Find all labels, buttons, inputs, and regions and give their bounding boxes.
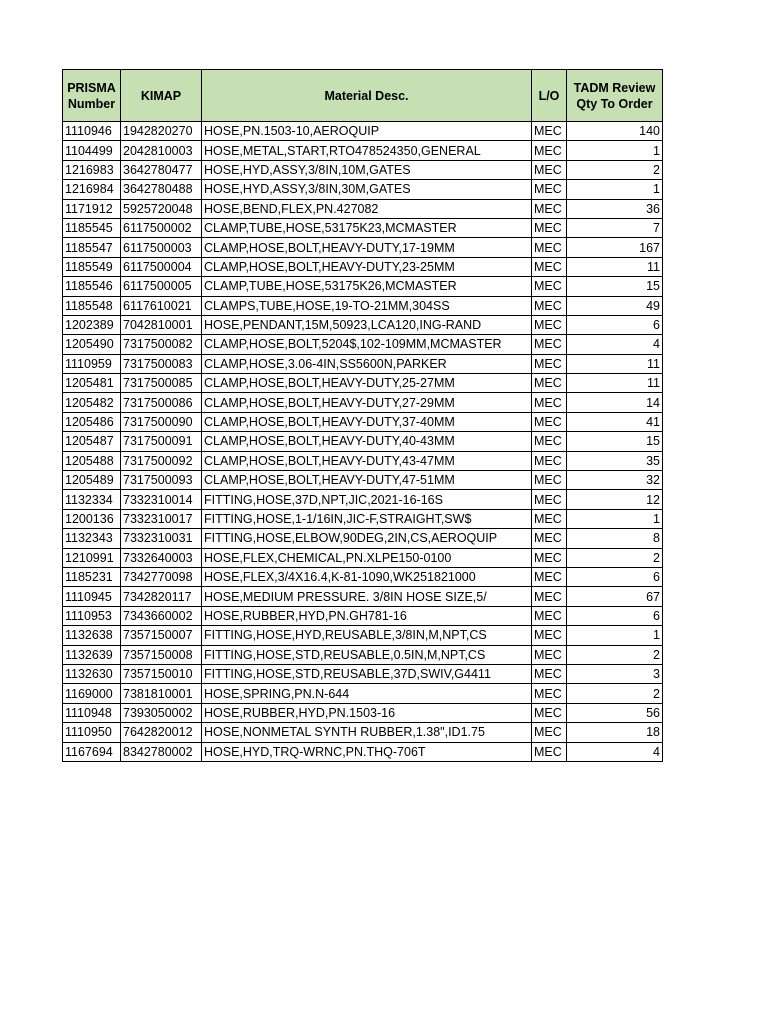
prisma-number-cell[interactable]: 1205488: [63, 451, 121, 470]
qty-cell[interactable]: 167: [567, 238, 663, 257]
table-row: [63, 432, 663, 451]
table-row: [63, 529, 663, 548]
kimap-cell[interactable]: 7317500090: [121, 412, 202, 431]
prisma-number-cell[interactable]: 1185548: [63, 296, 121, 315]
lo-cell[interactable]: MEC: [532, 645, 567, 664]
qty-cell[interactable]: 8: [567, 529, 663, 548]
lo-cell[interactable]: MEC: [532, 567, 567, 586]
lo-cell[interactable]: MEC: [532, 122, 567, 141]
lo-cell[interactable]: MEC: [532, 723, 567, 742]
kimap-cell[interactable]: 7317500085: [121, 374, 202, 393]
lo-cell[interactable]: MEC: [532, 471, 567, 490]
table-row: [63, 684, 663, 703]
prisma-number-cell[interactable]: 1171912: [63, 199, 121, 218]
material-desc-cell[interactable]: CLAMP,TUBE,HOSE,53175K26,MCMASTER: [202, 277, 532, 296]
material-desc-cell[interactable]: CLAMP,HOSE,BOLT,HEAVY-DUTY,27-29MM: [202, 393, 532, 412]
material-desc-cell[interactable]: HOSE,RUBBER,HYD,PN.1503-16: [202, 703, 532, 722]
kimap-cell[interactable]: 3642780477: [121, 160, 202, 179]
prisma-number-cell[interactable]: 1185545: [63, 218, 121, 237]
qty-cell[interactable]: 140: [567, 122, 663, 141]
lo-cell[interactable]: MEC: [532, 296, 567, 315]
table-row: [63, 354, 663, 373]
table-row: [63, 606, 663, 625]
kimap-cell[interactable]: 7317500082: [121, 335, 202, 354]
prisma-number-cell[interactable]: 1110948: [63, 703, 121, 722]
kimap-cell[interactable]: 8342780002: [121, 742, 202, 761]
table-row: [63, 645, 663, 664]
lo-cell[interactable]: MEC: [532, 277, 567, 296]
kimap-cell[interactable]: 3642780488: [121, 180, 202, 199]
material-desc-cell[interactable]: HOSE,RUBBER,HYD,PN.GH781-16: [202, 606, 532, 625]
qty-cell[interactable]: 15: [567, 432, 663, 451]
prisma-number-cell[interactable]: 1110950: [63, 723, 121, 742]
qty-cell[interactable]: 2: [567, 645, 663, 664]
prisma-number-cell[interactable]: 1167694: [63, 742, 121, 761]
qty-cell[interactable]: 49: [567, 296, 663, 315]
lo-cell[interactable]: MEC: [532, 141, 567, 160]
header-prisma-number[interactable]: PRISMA Number: [63, 70, 121, 122]
qty-cell[interactable]: 6: [567, 315, 663, 334]
qty-cell[interactable]: 4: [567, 335, 663, 354]
kimap-cell[interactable]: 7642820012: [121, 723, 202, 742]
header-row: [63, 70, 663, 122]
prisma-number-cell[interactable]: 1169000: [63, 684, 121, 703]
qty-cell[interactable]: 35: [567, 451, 663, 470]
lo-cell[interactable]: MEC: [532, 180, 567, 199]
material-desc-cell[interactable]: FITTING,HOSE,1-1/16IN,JIC-F,STRAIGHT,SW$: [202, 509, 532, 528]
table-row: [63, 180, 663, 199]
prisma-number-cell[interactable]: 1110945: [63, 587, 121, 606]
kimap-cell[interactable]: 7342770098: [121, 567, 202, 586]
qty-cell[interactable]: 18: [567, 723, 663, 742]
material-desc-cell[interactable]: HOSE,NONMETAL SYNTH RUBBER,1.38",ID1.75: [202, 723, 532, 742]
qty-cell[interactable]: 11: [567, 257, 663, 276]
table-row: [63, 451, 663, 470]
lo-cell[interactable]: MEC: [532, 490, 567, 509]
prisma-number-cell[interactable]: 1185546: [63, 277, 121, 296]
lo-cell[interactable]: MEC: [532, 160, 567, 179]
material-desc-cell[interactable]: FITTING,HOSE,HYD,REUSABLE,3/8IN,M,NPT,CS: [202, 626, 532, 645]
table-row: [63, 160, 663, 179]
qty-cell[interactable]: 15: [567, 277, 663, 296]
prisma-number-cell[interactable]: 1205487: [63, 432, 121, 451]
header-material-desc[interactable]: Material Desc.: [202, 70, 532, 122]
kimap-cell[interactable]: 6117500005: [121, 277, 202, 296]
qty-cell[interactable]: 67: [567, 587, 663, 606]
material-desc-cell[interactable]: HOSE,FLEX,CHEMICAL,PN.XLPE150-0100: [202, 548, 532, 567]
qty-cell[interactable]: 36: [567, 199, 663, 218]
material-desc-cell[interactable]: CLAMP,TUBE,HOSE,53175K23,MCMASTER: [202, 218, 532, 237]
qty-cell[interactable]: 4: [567, 742, 663, 761]
table-row: [63, 277, 663, 296]
qty-cell[interactable]: 11: [567, 374, 663, 393]
header-kimap[interactable]: KIMAP: [121, 70, 202, 122]
prisma-number-cell[interactable]: 1132639: [63, 645, 121, 664]
lo-cell[interactable]: MEC: [532, 548, 567, 567]
material-desc-cell[interactable]: FITTING,HOSE,STD,REUSABLE,0.5IN,M,NPT,CS: [202, 645, 532, 664]
table-row: [63, 141, 663, 160]
material-desc-cell[interactable]: FITTING,HOSE,STD,REUSABLE,37D,SWIV,G4411: [202, 664, 532, 683]
table-row: [63, 703, 663, 722]
material-desc-cell[interactable]: HOSE,HYD,TRQ-WRNC,PN.THQ-706T: [202, 742, 532, 761]
kimap-cell[interactable]: 7393050002: [121, 703, 202, 722]
table-row: [63, 199, 663, 218]
lo-cell[interactable]: MEC: [532, 257, 567, 276]
table-row: [63, 509, 663, 528]
qty-cell[interactable]: 1: [567, 141, 663, 160]
kimap-cell[interactable]: 5925720048: [121, 199, 202, 218]
prisma-number-cell[interactable]: 1205482: [63, 393, 121, 412]
kimap-cell[interactable]: 7042810001: [121, 315, 202, 334]
material-desc-cell[interactable]: CLAMPS,TUBE,HOSE,19-TO-21MM,304SS: [202, 296, 532, 315]
qty-cell[interactable]: 1: [567, 626, 663, 645]
kimap-cell[interactable]: 6117500004: [121, 257, 202, 276]
prisma-number-cell[interactable]: 1205490: [63, 335, 121, 354]
kimap-cell[interactable]: 7332310031: [121, 529, 202, 548]
table-row: [63, 335, 663, 354]
kimap-cell[interactable]: 7317500086: [121, 393, 202, 412]
table-row: [63, 218, 663, 237]
kimap-cell[interactable]: 7342820117: [121, 587, 202, 606]
prisma-number-cell[interactable]: 1104499: [63, 141, 121, 160]
material-table: [62, 69, 663, 762]
qty-cell[interactable]: 1: [567, 509, 663, 528]
lo-cell[interactable]: MEC: [532, 393, 567, 412]
lo-cell[interactable]: MEC: [532, 529, 567, 548]
lo-cell[interactable]: MEC: [532, 374, 567, 393]
qty-cell[interactable]: 3: [567, 664, 663, 683]
lo-cell[interactable]: MEC: [532, 412, 567, 431]
material-desc-cell[interactable]: CLAMP,HOSE,BOLT,HEAVY-DUTY,43-47MM: [202, 451, 532, 470]
table-row: [63, 567, 663, 586]
table-row: [63, 723, 663, 742]
prisma-number-cell[interactable]: 1132343: [63, 529, 121, 548]
material-desc-cell[interactable]: CLAMP,HOSE,BOLT,HEAVY-DUTY,37-40MM: [202, 412, 532, 431]
table-row: [63, 257, 663, 276]
material-desc-cell[interactable]: CLAMP,HOSE,3.06-4IN,SS5600N,PARKER: [202, 354, 532, 373]
header-qty-to-order[interactable]: TADM Review Qty To Order: [567, 70, 663, 122]
lo-cell[interactable]: MEC: [532, 664, 567, 683]
material-desc-cell[interactable]: CLAMP,HOSE,BOLT,HEAVY-DUTY,25-27MM: [202, 374, 532, 393]
table-row: [63, 490, 663, 509]
qty-cell[interactable]: 14: [567, 393, 663, 412]
prisma-number-cell[interactable]: 1185231: [63, 567, 121, 586]
table-row: [63, 664, 663, 683]
qty-cell[interactable]: 41: [567, 412, 663, 431]
kimap-cell[interactable]: 7317500083: [121, 354, 202, 373]
material-desc-cell[interactable]: HOSE,HYD,ASSY,3/8IN,30M,GATES: [202, 180, 532, 199]
material-desc-cell[interactable]: FITTING,HOSE,ELBOW,90DEG,2IN,CS,AEROQUIP: [202, 529, 532, 548]
lo-cell[interactable]: MEC: [532, 354, 567, 373]
kimap-cell[interactable]: 7343660002: [121, 606, 202, 625]
kimap-cell[interactable]: 7332310017: [121, 509, 202, 528]
qty-cell[interactable]: 7: [567, 218, 663, 237]
kimap-cell[interactable]: 7317500093: [121, 471, 202, 490]
qty-cell[interactable]: 1: [567, 180, 663, 199]
material-desc-cell[interactable]: HOSE,METAL,START,RTO478524350,GENERAL: [202, 141, 532, 160]
prisma-number-cell[interactable]: 1216983: [63, 160, 121, 179]
lo-cell[interactable]: MEC: [532, 199, 567, 218]
qty-cell[interactable]: 11: [567, 354, 663, 373]
material-desc-cell[interactable]: CLAMP,HOSE,BOLT,HEAVY-DUTY,47-51MM: [202, 471, 532, 490]
lo-cell[interactable]: MEC: [532, 509, 567, 528]
qty-cell[interactable]: 6: [567, 567, 663, 586]
table-row: [63, 315, 663, 334]
prisma-number-cell[interactable]: 1185547: [63, 238, 121, 257]
material-desc-cell[interactable]: HOSE,PN.1503-10,AEROQUIP: [202, 122, 532, 141]
prisma-number-cell[interactable]: 1210991: [63, 548, 121, 567]
material-desc-cell[interactable]: HOSE,FLEX,3/4X16.4,K-81-1090,WK251821000: [202, 567, 532, 586]
table-row: [63, 742, 663, 761]
kimap-cell[interactable]: 6117610021: [121, 296, 202, 315]
table-row: [63, 412, 663, 431]
lo-cell[interactable]: MEC: [532, 432, 567, 451]
table-row: [63, 296, 663, 315]
kimap-cell[interactable]: 7332640003: [121, 548, 202, 567]
kimap-cell[interactable]: 7317500092: [121, 451, 202, 470]
material-desc-cell[interactable]: HOSE,BEND,FLEX,PN.427082: [202, 199, 532, 218]
kimap-cell[interactable]: 2042810003: [121, 141, 202, 160]
kimap-cell[interactable]: 7357150007: [121, 626, 202, 645]
prisma-number-cell[interactable]: 1216984: [63, 180, 121, 199]
prisma-number-cell[interactable]: 1132638: [63, 626, 121, 645]
kimap-cell[interactable]: 7357150008: [121, 645, 202, 664]
material-desc-cell[interactable]: CLAMP,HOSE,BOLT,HEAVY-DUTY,23-25MM: [202, 257, 532, 276]
kimap-cell[interactable]: 7317500091: [121, 432, 202, 451]
table-row: [63, 374, 663, 393]
qty-cell[interactable]: 2: [567, 548, 663, 567]
table-row: [63, 122, 663, 141]
qty-cell[interactable]: 6: [567, 606, 663, 625]
lo-cell[interactable]: MEC: [532, 218, 567, 237]
lo-cell[interactable]: MEC: [532, 238, 567, 257]
kimap-cell[interactable]: 6117500002: [121, 218, 202, 237]
material-desc-cell[interactable]: HOSE,PENDANT,15M,50923,LCA120,ING-RAND: [202, 315, 532, 334]
prisma-number-cell[interactable]: 1202389: [63, 315, 121, 334]
lo-cell[interactable]: MEC: [532, 315, 567, 334]
kimap-cell[interactable]: 6117500003: [121, 238, 202, 257]
prisma-number-cell[interactable]: 1110946: [63, 122, 121, 141]
lo-cell[interactable]: MEC: [532, 684, 567, 703]
prisma-number-cell[interactable]: 1132630: [63, 664, 121, 683]
kimap-cell[interactable]: 7381810001: [121, 684, 202, 703]
table-row: [63, 238, 663, 257]
kimap-cell[interactable]: 7357150010: [121, 664, 202, 683]
prisma-number-cell[interactable]: 1205489: [63, 471, 121, 490]
lo-cell[interactable]: MEC: [532, 703, 567, 722]
prisma-number-cell[interactable]: 1205481: [63, 374, 121, 393]
lo-cell[interactable]: MEC: [532, 451, 567, 470]
spreadsheet: [62, 69, 663, 762]
table-row: [63, 393, 663, 412]
material-desc-cell[interactable]: FITTING,HOSE,37D,NPT,JIC,2021-16-16S: [202, 490, 532, 509]
material-desc-cell[interactable]: HOSE,MEDIUM PRESSURE. 3/8IN HOSE SIZE,5/: [202, 587, 532, 606]
prisma-number-cell[interactable]: 1110953: [63, 606, 121, 625]
table-body: [63, 122, 663, 762]
prisma-number-cell[interactable]: 1200136: [63, 509, 121, 528]
prisma-number-cell[interactable]: 1110959: [63, 354, 121, 373]
table-row: [63, 548, 663, 567]
qty-cell[interactable]: 12: [567, 490, 663, 509]
header-lo[interactable]: L/O: [532, 70, 567, 122]
material-desc-cell[interactable]: CLAMP,HOSE,BOLT,HEAVY-DUTY,40-43MM: [202, 432, 532, 451]
kimap-cell[interactable]: 1942820270: [121, 122, 202, 141]
material-desc-cell[interactable]: HOSE,SPRING,PN.N-644: [202, 684, 532, 703]
lo-cell[interactable]: MEC: [532, 742, 567, 761]
qty-cell[interactable]: 2: [567, 684, 663, 703]
table-row: [63, 471, 663, 490]
lo-cell[interactable]: MEC: [532, 606, 567, 625]
table-row: [63, 587, 663, 606]
material-desc-cell[interactable]: CLAMP,HOSE,BOLT,HEAVY-DUTY,17-19MM: [202, 238, 532, 257]
qty-cell[interactable]: 56: [567, 703, 663, 722]
table-row: [63, 626, 663, 645]
kimap-cell[interactable]: 7332310014: [121, 490, 202, 509]
prisma-number-cell[interactable]: 1185549: [63, 257, 121, 276]
material-desc-cell[interactable]: CLAMP,HOSE,BOLT,5204$,102-109MM,MCMASTER: [202, 335, 532, 354]
lo-cell[interactable]: MEC: [532, 335, 567, 354]
prisma-number-cell[interactable]: 1132334: [63, 490, 121, 509]
lo-cell[interactable]: MEC: [532, 626, 567, 645]
material-desc-cell[interactable]: HOSE,HYD,ASSY,3/8IN,10M,GATES: [202, 160, 532, 179]
prisma-number-cell[interactable]: 1205486: [63, 412, 121, 431]
lo-cell[interactable]: MEC: [532, 587, 567, 606]
qty-cell[interactable]: 2: [567, 160, 663, 179]
qty-cell[interactable]: 32: [567, 471, 663, 490]
